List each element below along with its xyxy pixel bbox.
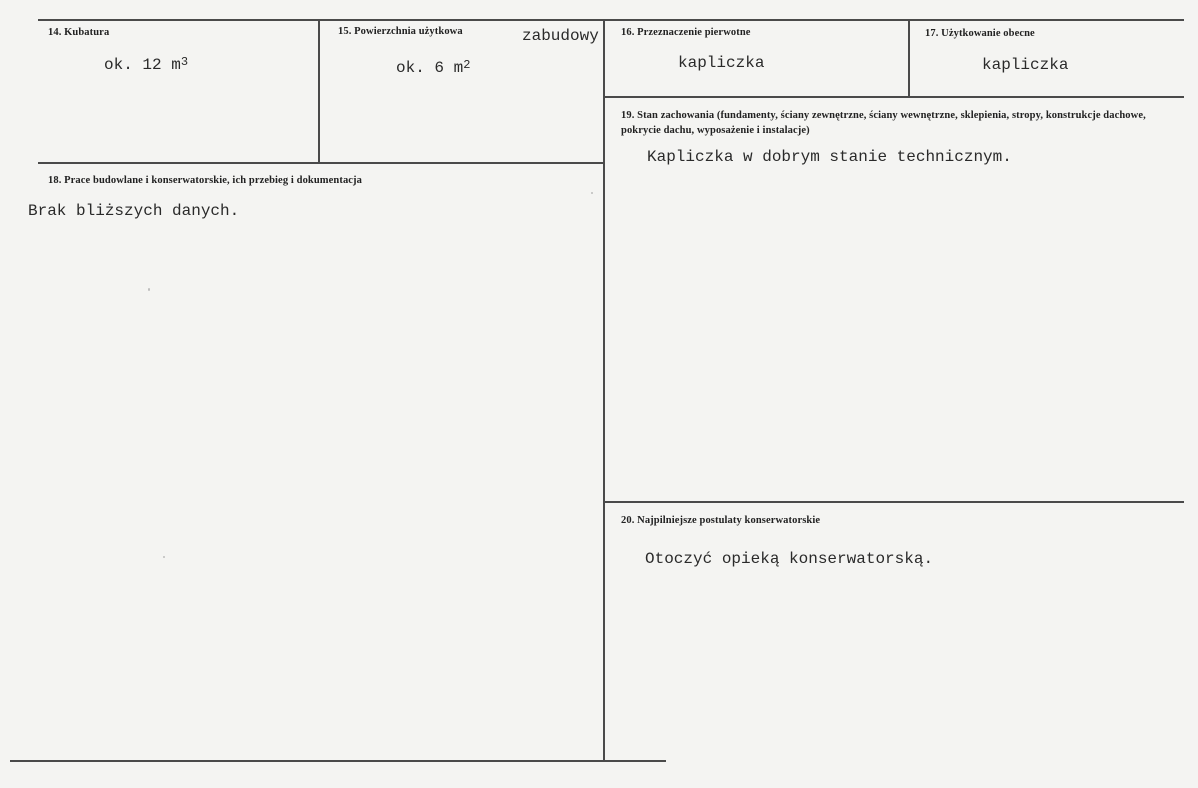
field-18-label: 18. Prace budowlane i konserwatorskie, ich przebieg i dokumentacja	[48, 175, 363, 186]
field-15-value-text: ok. 6 m	[396, 59, 464, 77]
field-14-exponent: 3	[180, 55, 189, 69]
field-16-label: 16. Przeznaczenie pierwotne	[621, 27, 751, 38]
field-19-label: 19. Stan zachowania (fundamenty, ściany zewnętrzne, ściany wewnętrzne, sklepienia, stropy, konstrukcje dachowe, pokrycie dachu, wyposażenie i instalacje)	[621, 110, 1146, 136]
row-divider-left	[38, 162, 605, 164]
field-15-value	[396, 59, 470, 77]
field-17-value: kapliczka	[982, 56, 1069, 74]
field-15-label: 15. Powierzchnia użytkowa	[338, 26, 463, 37]
scan-speck	[148, 288, 150, 291]
field-14-value	[104, 56, 188, 74]
row-divider-right-top	[605, 96, 1184, 98]
field-15-exponent: 2	[463, 58, 471, 72]
field-19-value: Kapliczka w dobrym stanie technicznym.	[647, 148, 1012, 166]
field-14-label: 14. Kubatura	[48, 27, 110, 38]
field-14-value-text: ok. 12 m	[104, 56, 181, 74]
field-16-value: kapliczka	[678, 54, 765, 72]
column-divider-14-15	[318, 19, 320, 163]
scan-speck	[163, 556, 165, 558]
column-divider-16-17	[908, 19, 910, 97]
top-border	[38, 19, 1184, 21]
field-15-annotation: zabudowy	[522, 27, 599, 45]
field-17-label: 17. Użytkowanie obecne	[925, 28, 1035, 39]
field-18-value: Brak bliższych danych.	[28, 202, 240, 220]
bottom-border	[10, 760, 666, 762]
field-20-value: Otoczyć opieką konserwatorską.	[645, 550, 934, 568]
scan-speck	[591, 192, 593, 194]
row-divider-right-bottom	[605, 501, 1184, 503]
field-20-label: 20. Najpilniejsze postulaty konserwatorskie	[621, 515, 821, 526]
column-divider-main	[603, 19, 605, 761]
